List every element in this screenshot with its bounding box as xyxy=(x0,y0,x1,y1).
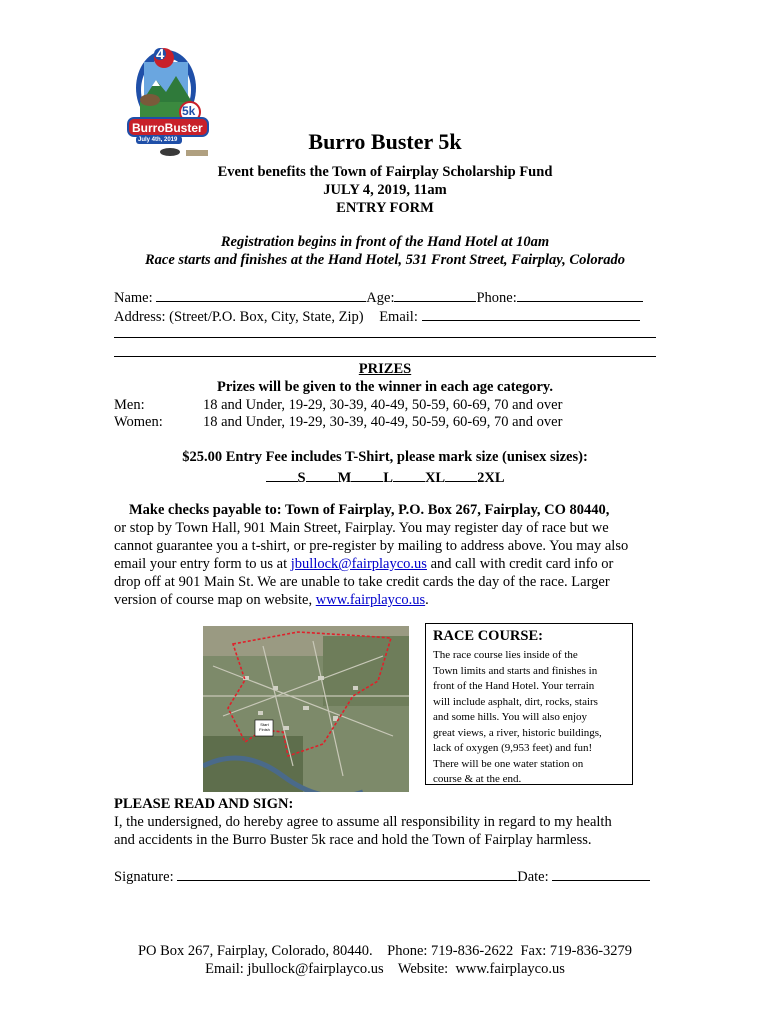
address-line-2[interactable] xyxy=(114,356,656,357)
women-label: Women: xyxy=(114,414,163,430)
size-2xl-blank[interactable] xyxy=(445,467,477,482)
race-course-heading: RACE COURSE: xyxy=(433,628,543,644)
payment-bold-line: Make checks payable to: Town of Fairplay, P.O. Box 267, Fairplay, CO 80440, xyxy=(129,502,610,518)
payment-line-2: or stop by Town Hall, 901 Main Street, Fairplay. You may register day of race but we xyxy=(114,520,609,536)
course-line: Town limits and starts and finishes in xyxy=(433,664,598,677)
men-categories: 18 and Under, 19-29, 30-39, 40-49, 50-59, 60-69, 70 and over xyxy=(203,397,563,413)
payment-line-4-post: and call with credit card info or xyxy=(426,556,614,572)
signature-label: Signature: xyxy=(114,869,174,885)
logo-distance: 5k xyxy=(182,104,196,118)
course-map xyxy=(203,626,409,792)
logo-date: July 4th, 2019 xyxy=(138,137,178,143)
women-categories: 18 and Under, 19-29, 30-39, 40-49, 50-59, 60-69, 70 and over xyxy=(203,414,563,430)
address-line-1[interactable] xyxy=(114,337,656,338)
tshirt-sizes xyxy=(0,467,770,487)
prizes-intro: Prizes will be given to the winner in each age category. xyxy=(217,379,553,395)
size-l-blank[interactable] xyxy=(351,467,383,482)
map-start-finish-label: Start Finish xyxy=(259,722,270,732)
email-field[interactable] xyxy=(422,306,640,321)
logo-name: BurroBuster xyxy=(132,121,203,135)
race-course-description xyxy=(433,648,632,788)
course-line: lack of oxygen (9,953 feet) and fun! xyxy=(433,742,593,754)
size-2xl: 2XL xyxy=(477,470,505,486)
size-s-blank[interactable] xyxy=(266,467,298,482)
course-line: There will be one water station on xyxy=(433,757,584,770)
course-line: will include asphalt, dirt, rocks, stairs xyxy=(433,695,598,708)
phone-field[interactable] xyxy=(517,287,643,302)
payment-line-4 xyxy=(114,556,613,573)
email-label: Email: xyxy=(379,309,418,325)
page-title: Burro Buster 5k xyxy=(308,129,462,154)
registration-info: Registration begins in front of the Hand Hotel at 10am xyxy=(220,234,550,250)
size-xl-blank[interactable] xyxy=(393,467,425,482)
course-line: and some hills. You will also enjoy xyxy=(433,711,588,723)
race-course-box xyxy=(425,623,633,785)
waiver-line-2: and accidents in the Burro Buster 5k race and hold the Town of Fairplay harmless. xyxy=(114,832,592,848)
waiver-line-1: I, the undersigned, do hereby agree to assume all responsibility in regard to my health xyxy=(114,814,612,830)
prizes-heading: PRIZES xyxy=(358,361,412,377)
address-label: Address: (Street/P.O. Box, City, State, Zip) xyxy=(114,309,364,325)
entry-form-label: ENTRY FORM xyxy=(336,200,434,216)
date-label: Date: xyxy=(517,869,549,885)
signature-field[interactable] xyxy=(177,866,517,881)
course-line: The race course lies inside of the xyxy=(433,649,578,661)
phone-label: Phone: xyxy=(476,290,517,306)
footer-web: Email: jbullock@fairplayco.us Website: www.fairplayco.us xyxy=(205,961,565,977)
name-age-phone-row xyxy=(114,287,643,307)
course-line: course & at the end. xyxy=(433,773,522,785)
payment-line-3: cannot guarantee you a t-shirt, or pre-register by mailing to address above. You may also xyxy=(114,538,629,554)
payment-line-6-pre: version of course map on website, xyxy=(114,592,316,608)
logo-number: 4 xyxy=(156,46,165,63)
course-line: front of the Hand Hotel. Your terrain xyxy=(433,680,595,692)
address-email-row xyxy=(114,306,640,326)
footer-contact: PO Box 267, Fairplay, Colorado, 80440. Phone: 719-836-2622 Fax: 719-836-3279 xyxy=(137,943,633,959)
age-label: Age: xyxy=(366,290,395,306)
payment-line-6 xyxy=(114,592,429,609)
men-label: Men: xyxy=(114,397,145,413)
signature-row xyxy=(114,866,650,886)
name-field[interactable] xyxy=(156,287,366,302)
course-line: great views, a river, historic buildings, xyxy=(433,726,602,739)
email-link[interactable]: jbullock@fairplayco.us xyxy=(290,556,427,572)
size-xl: XL xyxy=(424,470,446,486)
waiver-heading: PLEASE READ AND SIGN: xyxy=(114,796,294,812)
entry-fee: $25.00 Entry Fee includes T-Shirt, please mark size (unisex sizes): xyxy=(182,449,588,465)
size-l: L xyxy=(383,470,393,486)
date-field[interactable] xyxy=(552,866,650,881)
event-date: JULY 4, 2019, 11am xyxy=(323,182,447,198)
age-field[interactable] xyxy=(394,287,476,302)
name-label: Name: xyxy=(114,290,153,306)
payment-line-6-post: . xyxy=(425,592,429,608)
size-m: M xyxy=(337,470,352,486)
payment-line-5: drop off at 901 Main St. We are unable to take credit cards the day of the race. Larger xyxy=(114,574,610,590)
size-m-blank[interactable] xyxy=(306,467,338,482)
payment-line-4-pre: email your entry form to us at xyxy=(114,556,291,572)
event-subtitle: Event benefits the Town of Fairplay Scholarship Fund xyxy=(217,164,553,180)
size-s: S xyxy=(297,470,306,486)
website-link[interactable]: www.fairplayco.us xyxy=(315,592,426,608)
race-location: Race starts and finishes at the Hand Hotel, 531 Front Street, Fairplay, Colorado xyxy=(144,252,626,268)
